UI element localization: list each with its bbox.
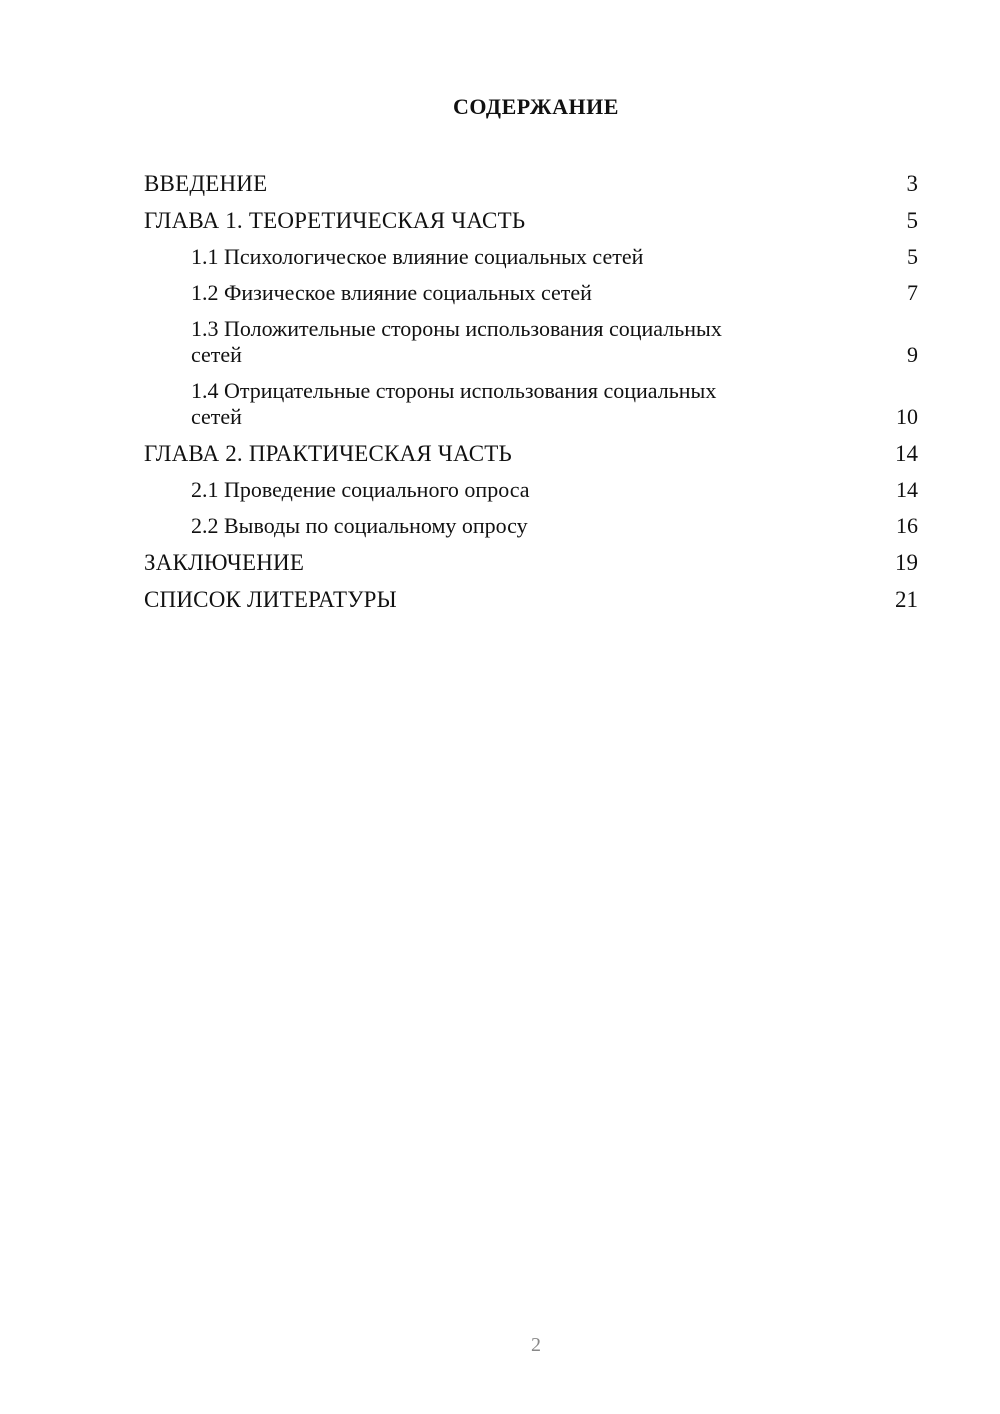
toc-entry-page: 14: [895, 441, 918, 466]
page-title: СОДЕРЖАНИЕ: [453, 94, 619, 119]
toc-entry-label: ГЛАВА 1. ТЕОРЕТИЧЕСКАЯ ЧАСТЬ: [144, 208, 526, 233]
toc-entry-section-1-2[interactable]: [144, 280, 918, 306]
toc-entry-bibliography[interactable]: [144, 586, 918, 613]
toc-entry-label: ВВЕДЕНИЕ: [144, 171, 268, 196]
toc-entry-page: 19: [895, 550, 918, 575]
toc-entry-page: 16: [896, 513, 918, 538]
page-number: 2: [531, 1334, 541, 1356]
toc-entry-introduction[interactable]: [144, 170, 918, 197]
toc-entry-chapter-1[interactable]: [144, 207, 918, 234]
toc-entry-page: 3: [906, 171, 918, 196]
toc-entry-conclusion[interactable]: [144, 549, 918, 576]
table-of-contents: [144, 170, 918, 623]
toc-entry-label: 2.1 Проведение социального опроса: [191, 477, 530, 502]
toc-entry-page: 9: [907, 342, 918, 367]
toc-entry-section-1-4[interactable]: [144, 378, 918, 430]
toc-entry-label: 1.3 Положительные стороны использования социальных сетей: [191, 316, 722, 367]
toc-entry-section-1-1[interactable]: [144, 244, 918, 270]
toc-entry-label: 1.2 Физическое влияние социальных сетей: [191, 280, 592, 305]
toc-entry-label: 2.2 Выводы по социальному опросу: [191, 513, 528, 538]
toc-entry-page: 14: [896, 477, 918, 502]
toc-entry-section-2-1[interactable]: [144, 477, 918, 503]
toc-entry-page: 10: [896, 404, 918, 429]
toc-entry-page: 7: [907, 280, 918, 305]
toc-entry-label: СПИСОК ЛИТЕРАТУРЫ: [144, 587, 397, 612]
toc-entry-label: 1.4 Отрицательные стороны использования социальных сетей: [191, 378, 717, 429]
toc-entry-page: 5: [907, 244, 918, 269]
toc-entry-label: ЗАКЛЮЧЕНИЕ: [144, 550, 305, 575]
toc-entry-page: 21: [895, 587, 918, 612]
toc-entry-label: 1.1 Психологическое влияние социальных сетей: [191, 244, 644, 269]
toc-entry-page: 5: [906, 208, 918, 233]
toc-entry-label: ГЛАВА 2. ПРАКТИЧЕСКАЯ ЧАСТЬ: [144, 441, 512, 466]
toc-entry-chapter-2[interactable]: [144, 440, 918, 467]
toc-entry-section-2-2[interactable]: [144, 513, 918, 539]
toc-entry-section-1-3[interactable]: [144, 316, 918, 368]
